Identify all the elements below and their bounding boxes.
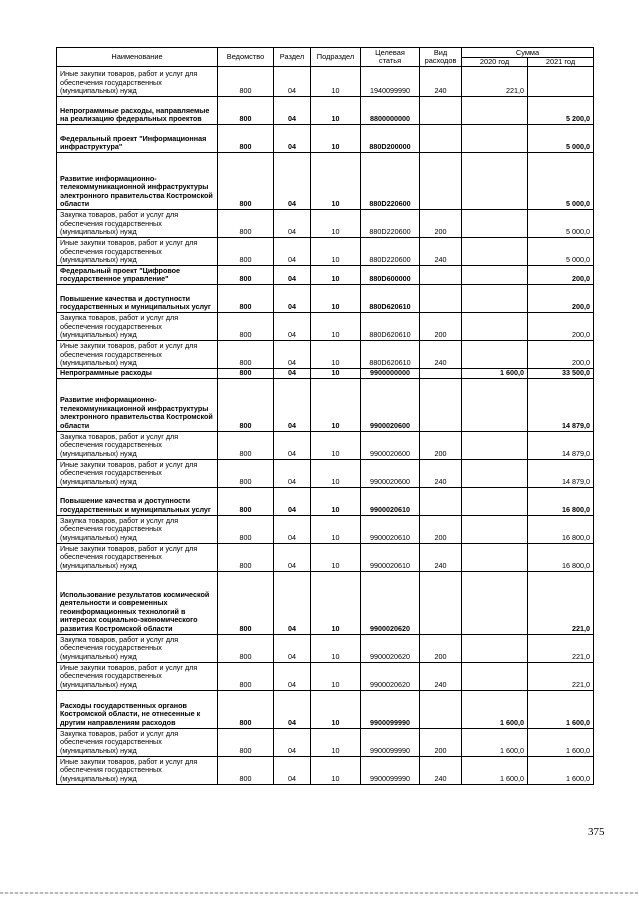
table-row [57,756,594,784]
cell-name: Непрограммные расходы [57,369,218,379]
cell-vid: 240 [420,756,462,784]
cell-razdel: 04 [274,728,311,756]
cell-ved: 800 [218,97,274,125]
cell-target: 9900020620 [361,634,420,662]
cell-name: Закупка товаров, работ и услуг для обеспечения государственных (муниципальных) нужд [57,634,218,662]
cell-ved: 800 [218,459,274,487]
table-row [57,515,594,543]
cell-vid [420,285,462,313]
cell-target: 880D620610 [361,285,420,313]
cell-vid [420,369,462,379]
cell-target: 9900099990 [361,756,420,784]
page-number: 375 [588,826,605,838]
table-row [57,313,594,341]
cell-vid [420,97,462,125]
cell-pod: 10 [311,634,361,662]
cell-target: 9900099990 [361,728,420,756]
cell-ved: 800 [218,515,274,543]
cell-vid: 240 [420,543,462,571]
cell-vid: 240 [420,662,462,690]
table-row [57,97,594,125]
table-body [57,67,594,785]
cell-y2020 [462,378,528,431]
cell-name: Иные закупки товаров, работ и услуг для обеспечения государственных (муниципальных) нужд [57,543,218,571]
cell-y2021: 221,0 [528,634,594,662]
cell-pod: 10 [311,431,361,459]
cell-pod: 10 [311,97,361,125]
cell-pod: 10 [311,487,361,515]
table-row [57,662,594,690]
cell-pod: 10 [311,369,361,379]
cell-y2020 [462,431,528,459]
cell-y2020: 1 600,0 [462,756,528,784]
cell-y2020: 1 600,0 [462,369,528,379]
cell-razdel: 04 [274,210,311,238]
header-podrazdel: Подраздел [311,48,361,67]
cell-ved: 800 [218,153,274,210]
cell-y2021: 221,0 [528,571,594,634]
cell-name: Федеральный проект "Цифровое государственное управление" [57,266,218,285]
cell-y2020 [462,543,528,571]
cell-vid [420,378,462,431]
cell-ved: 800 [218,662,274,690]
cell-pod: 10 [311,459,361,487]
header-vedomstvo: Ведомство [218,48,274,67]
cell-y2021: 16 800,0 [528,515,594,543]
cell-vid: 200 [420,313,462,341]
cell-razdel: 04 [274,662,311,690]
cell-name: Закупка товаров, работ и услуг для обеспечения государственных (муниципальных) нужд [57,431,218,459]
cell-target: 9900020610 [361,515,420,543]
cell-y2020 [462,459,528,487]
cell-target: 9900020600 [361,431,420,459]
header-name: Наименование [57,48,218,67]
cell-name: Иные закупки товаров, работ и услуг для обеспечения государственных (муниципальных) нужд [57,662,218,690]
table-row [57,210,594,238]
cell-y2020: 1 600,0 [462,690,528,728]
cell-ved: 800 [218,313,274,341]
cell-razdel: 04 [274,378,311,431]
cell-name: Развитие информационно-телекоммуникационной инфраструктуры электронного правительства Костромской области [57,153,218,210]
table-row [57,285,594,313]
cell-target: 9900000000 [361,369,420,379]
cell-name: Иные закупки товаров, работ и услуг для обеспечения государственных (муниципальных) нужд [57,238,218,266]
cell-vid: 240 [420,459,462,487]
cell-pod: 10 [311,266,361,285]
cell-name: Развитие информационно-телекоммуникационной инфраструктуры электронного правительства Костромской области [57,378,218,431]
cell-pod: 10 [311,153,361,210]
cell-vid: 240 [420,67,462,97]
table-row [57,690,594,728]
cell-vid: 200 [420,210,462,238]
cell-y2021: 14 879,0 [528,431,594,459]
cell-pod: 10 [311,238,361,266]
cell-target: 880D220600 [361,210,420,238]
cell-razdel: 04 [274,285,311,313]
table-row [57,431,594,459]
cell-y2021: 1 600,0 [528,690,594,728]
cell-target: 9900020600 [361,378,420,431]
cell-ved: 800 [218,690,274,728]
table-row [57,378,594,431]
cell-pod: 10 [311,210,361,238]
cell-ved: 800 [218,341,274,369]
cell-name: Закупка товаров, работ и услуг для обеспечения государственных (муниципальных) нужд [57,728,218,756]
cell-pod: 10 [311,543,361,571]
table-row [57,571,594,634]
cell-target: 9900020620 [361,571,420,634]
cell-ved: 800 [218,67,274,97]
cell-y2020: 221,0 [462,67,528,97]
cell-razdel: 04 [274,153,311,210]
cell-name: Иные закупки товаров, работ и услуг для обеспечения государственных (муниципальных) нужд [57,756,218,784]
cell-y2020 [462,153,528,210]
cell-vid: 200 [420,431,462,459]
cell-y2020 [462,634,528,662]
cell-y2021: 221,0 [528,662,594,690]
cell-pod: 10 [311,125,361,153]
cell-target: 8800000000 [361,97,420,125]
table-row [57,153,594,210]
cell-y2021: 16 800,0 [528,543,594,571]
cell-pod: 10 [311,313,361,341]
cell-target: 9900020620 [361,662,420,690]
cell-ved: 800 [218,285,274,313]
header-2020: 2020 год [462,58,528,67]
cell-ved: 800 [218,487,274,515]
cell-vid: 200 [420,634,462,662]
cell-ved: 800 [218,266,274,285]
cell-y2021: 14 879,0 [528,459,594,487]
table-row [57,543,594,571]
cell-pod: 10 [311,662,361,690]
cell-pod: 10 [311,515,361,543]
cell-y2021: 1 600,0 [528,756,594,784]
cell-target: 880D600000 [361,266,420,285]
cell-razdel: 04 [274,369,311,379]
cell-target: 880D220600 [361,238,420,266]
cell-target: 880D220600 [361,153,420,210]
cell-y2021: 200,0 [528,341,594,369]
cell-ved: 800 [218,431,274,459]
cell-razdel: 04 [274,431,311,459]
cell-pod: 10 [311,690,361,728]
cell-ved: 800 [218,543,274,571]
cell-name: Иные закупки товаров, работ и услуг для обеспечения государственных (муниципальных) нужд [57,459,218,487]
cell-name: Закупка товаров, работ и услуг для обеспечения государственных (муниципальных) нужд [57,515,218,543]
cell-vid [420,690,462,728]
cell-y2020 [462,285,528,313]
cell-y2020 [462,515,528,543]
cell-name: Иные закупки товаров, работ и услуг для обеспечения государственных (муниципальных) нужд [57,341,218,369]
cell-razdel: 04 [274,341,311,369]
cell-razdel: 04 [274,487,311,515]
cell-ved: 800 [218,571,274,634]
table-row [57,125,594,153]
cell-y2020 [462,487,528,515]
cell-pod: 10 [311,728,361,756]
cell-ved: 800 [218,238,274,266]
cell-vid [420,571,462,634]
cell-vid: 200 [420,728,462,756]
table-row [57,266,594,285]
cell-razdel: 04 [274,634,311,662]
cell-y2020 [462,238,528,266]
cell-name: Расходы государственных органов Костромской области, не отнесенные к другим направлениям расходов [57,690,218,728]
cell-target: 880D620610 [361,341,420,369]
cell-target: 9900020600 [361,459,420,487]
cell-y2020 [462,313,528,341]
cell-pod: 10 [311,756,361,784]
cell-y2021: 14 879,0 [528,378,594,431]
budget-table [56,47,594,785]
cell-razdel: 04 [274,266,311,285]
cell-y2021: 1 600,0 [528,728,594,756]
cell-ved: 800 [218,210,274,238]
cell-name: Закупка товаров, работ и услуг для обеспечения государственных (муниципальных) нужд [57,313,218,341]
header-summa: Сумма [462,48,594,58]
cell-name: Иные закупки товаров, работ и услуг для обеспечения государственных (муниципальных) нужд [57,67,218,97]
table-row [57,369,594,379]
cell-y2020 [462,266,528,285]
cell-vid: 200 [420,515,462,543]
header-razdel: Раздел [274,48,311,67]
cell-target: 1940099990 [361,67,420,97]
cell-y2020 [462,571,528,634]
cell-ved: 800 [218,756,274,784]
cell-y2021: 5 000,0 [528,238,594,266]
cell-razdel: 04 [274,125,311,153]
cell-vid [420,125,462,153]
cell-razdel: 04 [274,97,311,125]
table-row [57,341,594,369]
cell-y2021: 5 000,0 [528,125,594,153]
cell-razdel: 04 [274,459,311,487]
cell-name: Повышение качества и доступности государственных и муниципальных услуг [57,285,218,313]
cell-vid [420,266,462,285]
cell-target: 880D620610 [361,313,420,341]
cell-y2020 [462,341,528,369]
cell-y2020: 1 600,0 [462,728,528,756]
cell-razdel: 04 [274,756,311,784]
cell-y2020 [462,662,528,690]
cell-pod: 10 [311,285,361,313]
scan-edge-line [0,892,639,894]
cell-vid [420,153,462,210]
header-2021: 2021 год [528,58,594,67]
cell-pod: 10 [311,341,361,369]
cell-name: Федеральный проект "Информационная инфраструктура" [57,125,218,153]
cell-y2021: 5 000,0 [528,210,594,238]
cell-vid [420,487,462,515]
cell-target: 9900020610 [361,487,420,515]
cell-y2020 [462,210,528,238]
cell-razdel: 04 [274,313,311,341]
cell-y2021: 5 200,0 [528,97,594,125]
cell-razdel: 04 [274,238,311,266]
cell-name: Повышение качества и доступности государственных и муниципальных услуг [57,487,218,515]
cell-y2021: 16 800,0 [528,487,594,515]
cell-pod: 10 [311,67,361,97]
cell-razdel: 04 [274,571,311,634]
cell-name: Использование результатов космической деятельности и современных геоинформационных технологий в интересах социально-экономического развития Костромской области [57,571,218,634]
cell-ved: 800 [218,728,274,756]
cell-razdel: 04 [274,515,311,543]
cell-ved: 800 [218,125,274,153]
table-row [57,67,594,97]
header-target: Целевая статья [361,48,420,67]
cell-y2020 [462,125,528,153]
cell-target: 9900020610 [361,543,420,571]
cell-name: Закупка товаров, работ и услуг для обеспечения государственных (муниципальных) нужд [57,210,218,238]
table-row [57,459,594,487]
cell-ved: 800 [218,634,274,662]
table-row [57,728,594,756]
cell-y2021: 200,0 [528,266,594,285]
cell-razdel: 04 [274,543,311,571]
cell-y2021: 5 000,0 [528,153,594,210]
cell-pod: 10 [311,378,361,431]
cell-razdel: 04 [274,690,311,728]
cell-ved: 800 [218,378,274,431]
cell-y2021: 200,0 [528,285,594,313]
cell-target: 880D200000 [361,125,420,153]
cell-ved: 800 [218,369,274,379]
cell-y2020 [462,97,528,125]
cell-name: Непрограммные расходы, направляемые на реализацию федеральных проектов [57,97,218,125]
cell-target: 9900099990 [361,690,420,728]
cell-pod: 10 [311,571,361,634]
cell-razdel: 04 [274,67,311,97]
cell-vid: 240 [420,341,462,369]
table-row [57,487,594,515]
header-vid: Вид расходов [420,48,462,67]
cell-y2021: 200,0 [528,313,594,341]
cell-y2021: 33 500,0 [528,369,594,379]
table-row [57,634,594,662]
table-row [57,238,594,266]
cell-vid: 240 [420,238,462,266]
cell-y2021 [528,67,594,97]
